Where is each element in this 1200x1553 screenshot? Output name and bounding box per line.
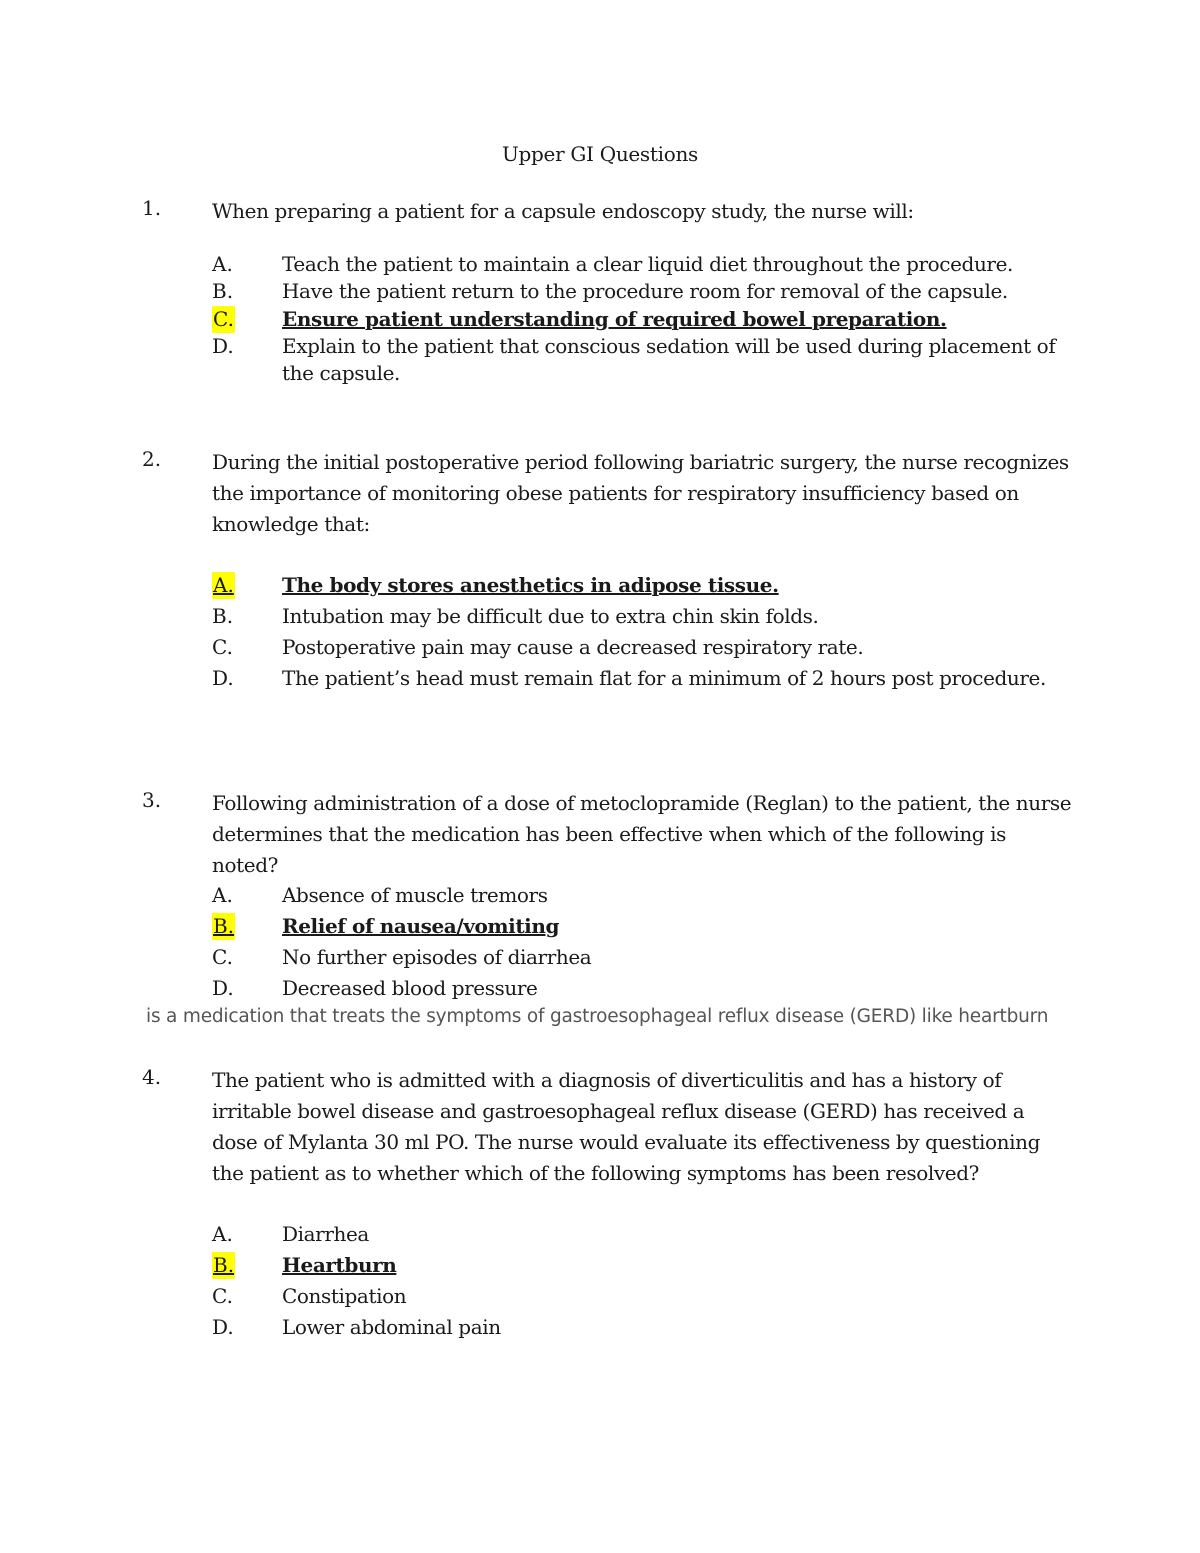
option-text: Explain to the patient that conscious sedation will be used during placement of the capsule. — [282, 334, 1056, 385]
option-text: Postoperative pain may cause a decreased respiratory rate. — [282, 635, 864, 659]
option-letter: D. — [212, 976, 234, 1000]
option-text: Intubation may be difficult due to extra chin skin folds. — [282, 604, 819, 628]
option-text: The patient’s head must remain flat for a minimum of 2 hours post procedure. — [282, 666, 1046, 690]
option-text: Lower abdominal pain — [282, 1315, 501, 1339]
option-letter: D. — [212, 1315, 234, 1339]
option-text: Teach the patient to maintain a clear liquid diet throughout the procedure. — [282, 252, 1013, 276]
correct-option-letter: B. — [213, 914, 235, 938]
question-text: When preparing a patient for a capsule endoscopy study, the nurse will: — [212, 199, 914, 223]
option-letter: C. — [212, 945, 233, 969]
document-title: Upper GI Questions — [501, 142, 699, 166]
question-number: 2. — [142, 447, 162, 471]
option-text: Decreased blood pressure — [282, 976, 538, 1000]
correct-option-text: Heartburn — [282, 1253, 397, 1277]
option-letter: A. — [212, 1222, 233, 1246]
option-letter: D. — [212, 666, 234, 690]
option-text: Absence of muscle tremors — [282, 883, 548, 907]
option-letter: A. — [212, 252, 233, 276]
correct-option-letter: C. — [213, 307, 234, 331]
annotation-note: is a medication that treats the symptoms of gastroesophageal reflux disease (GERD) like heartburn — [146, 1006, 1049, 1027]
question-number: 3. — [142, 788, 162, 812]
option-text: Have the patient return to the procedure room for removal of the capsule. — [282, 279, 1008, 303]
correct-option-text: Ensure patient understanding of required bowel preparation. — [282, 307, 947, 331]
option-letter: A. — [212, 883, 233, 907]
question-number: 4. — [142, 1065, 162, 1089]
option-text: Constipation — [282, 1284, 407, 1308]
correct-option-text: The body stores anesthetics in adipose tissue. — [282, 573, 779, 597]
option-letter: B. — [212, 604, 234, 628]
correct-option-letter: B. — [213, 1253, 235, 1277]
option-letter: D. — [212, 334, 234, 358]
question-text: The patient who is admitted with a diagnosis of diverticulitis and has a history of irritable bowel disease and gastroesophageal reflux disease (GERD) has received a dose of Mylanta 30 ml PO. The nurse would evaluate its effectiveness by questioning the patient as to whether which of the following symptoms has been resolved? — [212, 1068, 1040, 1185]
option-letter: C. — [212, 1284, 233, 1308]
question-text: During the initial postoperative period following bariatric surgery, the nurse recognizes the importance of monitoring obese patients for respiratory insufficiency based on knowledge that: — [212, 450, 1069, 536]
option-letter: C. — [212, 635, 233, 659]
correct-option-text: Relief of nausea/vomiting — [282, 914, 560, 938]
option-letter: B. — [212, 279, 234, 303]
correct-option-letter: A. — [213, 573, 234, 597]
option-text: Diarrhea — [282, 1222, 369, 1246]
question-number: 1. — [142, 196, 162, 220]
question-text: Following administration of a dose of metoclopramide (Reglan) to the patient, the nurse determines that the medication has been effective when which of the following is noted? — [212, 791, 1072, 877]
option-text: No further episodes of diarrhea — [282, 945, 592, 969]
